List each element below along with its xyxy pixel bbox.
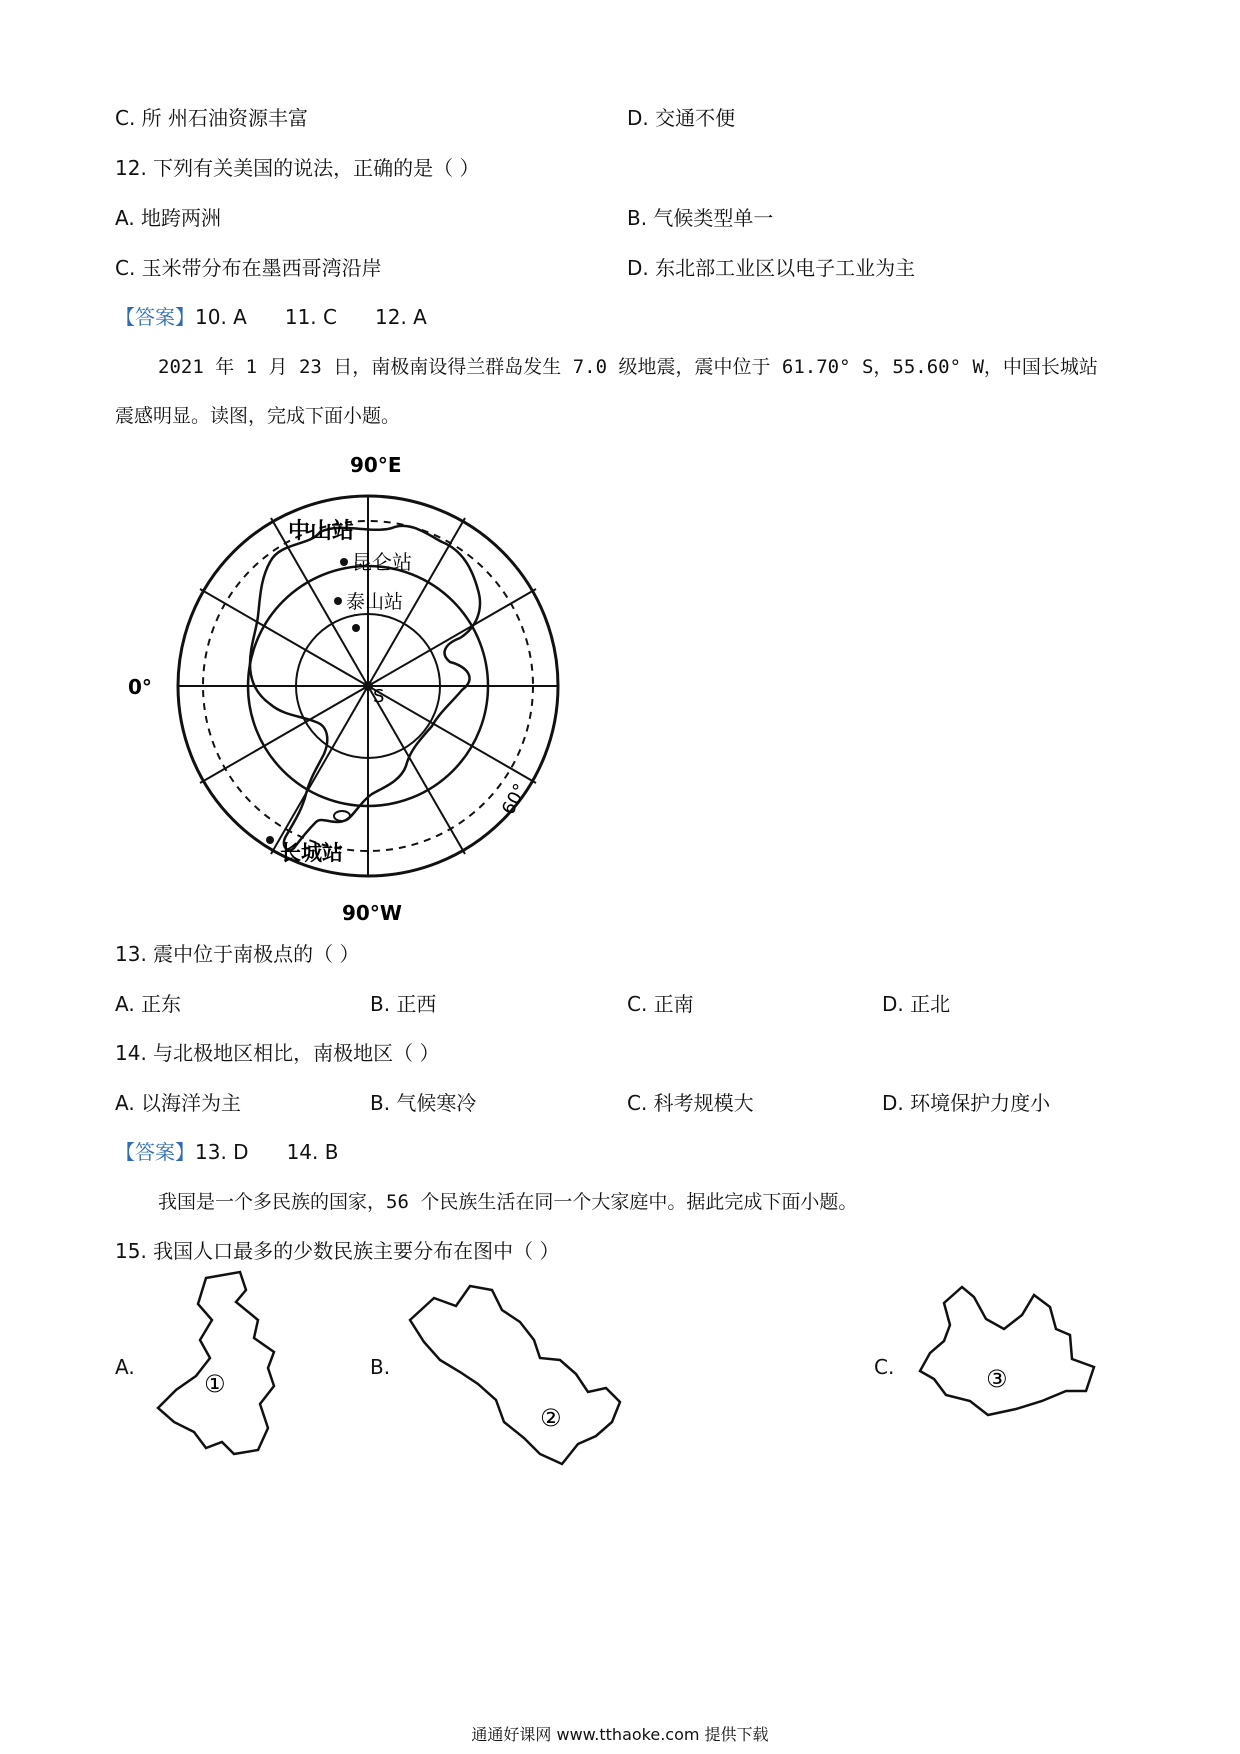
- label-zhongshan: 中山站: [288, 519, 355, 544]
- label-changcheng: 长城站: [280, 841, 343, 865]
- answer-13-14: [115, 1138, 338, 1166]
- region-map-3: [910, 1275, 1100, 1455]
- answer-10-12: [115, 303, 427, 331]
- region-map-1: [150, 1268, 290, 1458]
- q14-stem: 14. 与北极地区相比，南极地区（ ）: [115, 1041, 440, 1065]
- antarctica-polar-map: [110, 450, 590, 930]
- answer-item: 11. C: [284, 305, 337, 329]
- q15-option-a: A.: [115, 1355, 135, 1379]
- q15-stem: 15. 我国人口最多的少数民族主要分布在图中（ ）: [115, 1239, 560, 1263]
- q12-option-b: B. 气候类型单一: [627, 206, 774, 230]
- label-90w: 90°W: [342, 901, 402, 925]
- label-60: 60°: [497, 780, 532, 819]
- answer-tag: 【答案】: [115, 305, 195, 329]
- region-map-2: [400, 1268, 630, 1468]
- q14-option-b: B. 气候寒冷: [370, 1091, 477, 1115]
- q13-option-b: B. 正西: [370, 992, 437, 1016]
- region-label-1: ①: [204, 1370, 226, 1398]
- q11-option-c: C. 所 州石油资源丰富: [115, 106, 309, 130]
- region-label-2: ②: [540, 1404, 562, 1432]
- q12-option-d: D. 东北部工业区以电子工业为主: [627, 256, 916, 280]
- passage-13-14-line2: 震感明显。读图，完成下面小题。: [115, 405, 401, 427]
- q13-option-c: C. 正南: [627, 992, 694, 1016]
- passage-13-14-line1: 2021 年 1 月 23 日，南极南设得兰群岛发生 7.0 级地震，震中位于 61.70° S，55.60° W，中国长城站: [158, 356, 1098, 378]
- q14-option-c: C. 科考规模大: [627, 1091, 754, 1115]
- q13-stem: 13. 震中位于南极点的（ ）: [115, 942, 360, 966]
- label-90e: 90°E: [350, 453, 402, 477]
- q11-option-d: D. 交通不便: [627, 106, 736, 130]
- label-0: 0°: [128, 675, 152, 699]
- q14-option-a: A. 以海洋为主: [115, 1091, 242, 1115]
- label-kunlun: 昆仑站: [352, 550, 412, 574]
- answer-item: 14. B: [286, 1140, 339, 1164]
- answer-tag: 【答案】: [115, 1140, 195, 1164]
- answer-item: 13. D: [195, 1140, 249, 1164]
- q12-option-a: A. 地跨两洲: [115, 206, 222, 230]
- region-label-3: ③: [986, 1365, 1008, 1393]
- passage-15: 我国是一个多民族的国家，56 个民族生活在同一个大家庭中。据此完成下面小题。: [158, 1191, 858, 1213]
- q13-option-a: A. 正东: [115, 992, 182, 1016]
- q15-option-c: C.: [874, 1355, 895, 1379]
- answer-item: 10. A: [195, 305, 247, 329]
- label-taishan: 泰山站: [346, 591, 404, 613]
- label-pole-s: S: [373, 686, 385, 707]
- q14-option-d: D. 环境保护力度小: [882, 1091, 1051, 1115]
- answer-item: 12. A: [375, 305, 427, 329]
- q12-stem: 12. 下列有关美国的说法，正确的是（ ）: [115, 156, 480, 180]
- page-footer: 通通好课网 www.tthaoke.com 提供下载: [471, 1725, 769, 1744]
- q13-option-d: D. 正北: [882, 992, 951, 1016]
- q12-option-c: C. 玉米带分布在墨西哥湾沿岸: [115, 256, 382, 280]
- q15-option-b: B.: [370, 1355, 391, 1379]
